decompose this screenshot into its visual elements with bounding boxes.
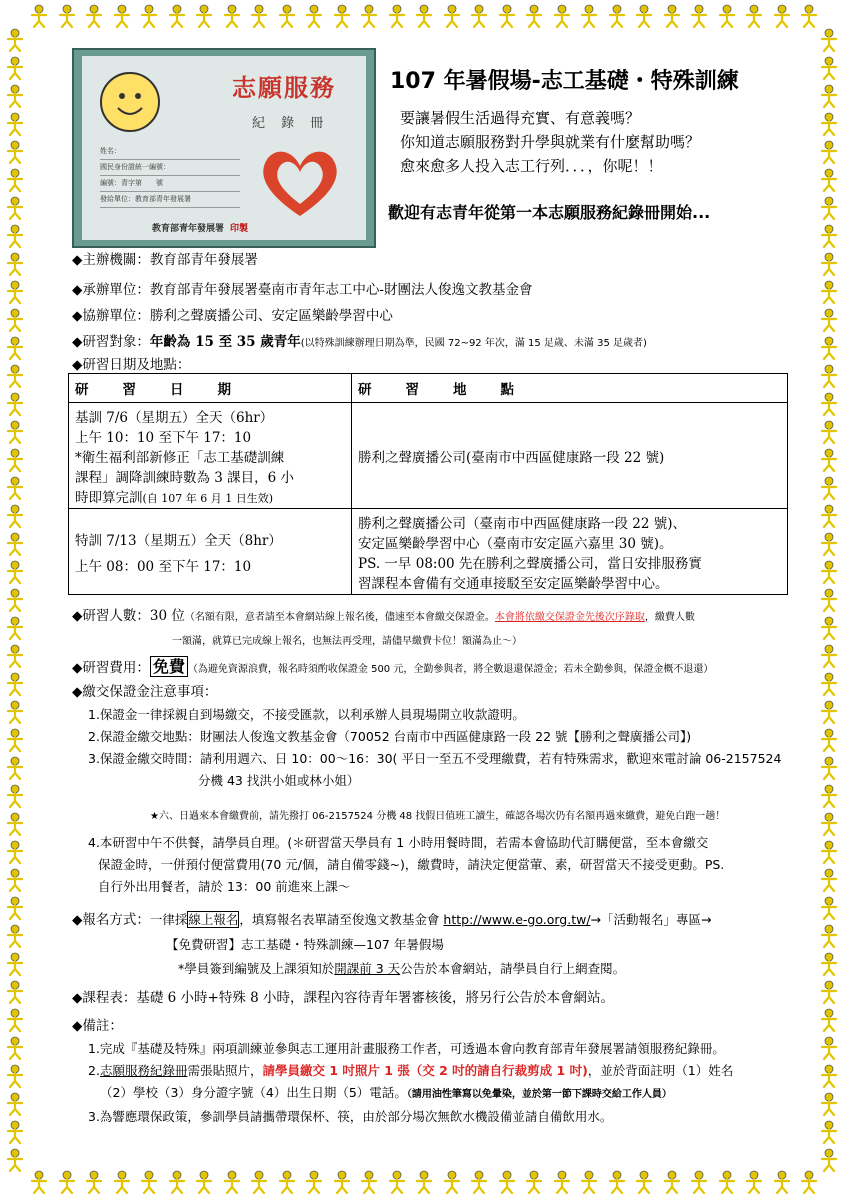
stick-figure-icon [818, 140, 840, 164]
stick-figure-icon [358, 1170, 380, 1194]
stick-figure-icon [743, 1170, 765, 1194]
stick-figure-icon [4, 84, 26, 108]
stick-figure-icon [193, 1170, 215, 1194]
stick-figure-icon [818, 756, 840, 780]
stick-figure-icon [358, 4, 380, 28]
stick-figure-icon [578, 4, 600, 28]
stick-figure-icon [818, 924, 840, 948]
stick-figure-icon [4, 784, 26, 808]
stick-figure-icon [166, 4, 188, 28]
stick-figure-icon [413, 4, 435, 28]
stick-figure-icon [818, 420, 840, 444]
stick-figure-icon [818, 896, 840, 920]
stick-figure-icon [4, 56, 26, 80]
stick-figure-icon [551, 4, 573, 28]
stick-figure-icon [818, 1036, 840, 1060]
stick-figure-icon [818, 392, 840, 416]
card-fields: 姓名： 國民身份證統一編號： 編號：青字第 號 發給單位：教育部青年發展署 [100, 144, 240, 208]
stick-figure-icon [4, 756, 26, 780]
register-line3: *學員簽到編號及上課須知於開課前 3 天公告於本會網站，請學員自行上網查閱。 [178, 961, 626, 976]
stick-figure-icon [818, 588, 840, 612]
stick-figure-icon [818, 224, 840, 248]
stick-figure-icon [248, 4, 270, 28]
left-border [4, 28, 30, 1172]
stick-figure-icon [4, 812, 26, 836]
stick-figure-icon [468, 4, 490, 28]
stick-figure-icon [771, 1170, 793, 1194]
card-title: 志願服務 [232, 73, 336, 102]
stick-figure-icon [4, 1036, 26, 1060]
stick-figure-icon [4, 1148, 26, 1172]
stick-figure-icon [818, 1120, 840, 1144]
stick-figure-icon [248, 1170, 270, 1194]
table-row [69, 509, 788, 595]
stick-figure-icon [688, 4, 710, 28]
card-footer: 教育部青年發展署 印製 [152, 224, 249, 234]
stick-figure-icon [4, 560, 26, 584]
stick-figure-icon [4, 420, 26, 444]
stick-figure-icon [716, 1170, 738, 1194]
stick-figure-icon [303, 4, 325, 28]
quota: ◆研習人數：30 位（名額有限，意者請至本會網站線上報名後，儘速至本會繳交保證金。本會將依繳交保證金先後次序錄取，繳費人數 [72, 608, 695, 624]
stick-figure-icon [818, 112, 840, 136]
stick-figure-icon [633, 4, 655, 28]
stick-figure-icon [818, 28, 840, 52]
stick-figure-icon [606, 1170, 628, 1194]
stick-figure-icon [818, 532, 840, 556]
deposit-item-4: 4.本研習中午不供餐，請學員自理。(＊研習當天學員有 1 小時用餐時間，若需本會協助代訂購便當，至本會繳交 保證金時，一併預付便當費用(70 元/個，請自備零錢~)，繳費時，請決定便當葷、素，研習當天不接受更動。PS. 自行外出用餐者，請於 13：00 前進來上課～ [88, 835, 725, 894]
stick-figure-icon [276, 4, 298, 28]
stick-figure-icon [4, 224, 26, 248]
stick-figure-icon [551, 1170, 573, 1194]
stick-figure-icon [386, 4, 408, 28]
course: ◆課程表：基礎 6 小時+特殊 8 小時，課程內容待青年署審核後，將另行公告於本會網站。 [72, 990, 615, 1006]
stick-figure-icon [4, 504, 26, 528]
stick-figure-icon [4, 896, 26, 920]
stick-figure-icon [771, 4, 793, 28]
stick-figure-icon [818, 448, 840, 472]
stick-figure-icon [83, 1170, 105, 1194]
stick-figure-icon [413, 1170, 435, 1194]
stick-figure-icon [818, 1092, 840, 1116]
card-subtitle: 紀 錄 冊 [252, 116, 330, 131]
stick-figure-icon [818, 476, 840, 500]
row1-place: 勝利之聲廣播公司(臺南市中西區健康路一段 22 號) [352, 403, 788, 509]
stick-figure-icon [633, 1170, 655, 1194]
stick-figure-icon [303, 1170, 325, 1194]
stick-figure-icon [56, 4, 78, 28]
stick-figure-icon [111, 4, 133, 28]
stick-figure-icon [818, 1008, 840, 1032]
heart-hands-icon [250, 136, 350, 226]
stick-figure-icon [4, 1120, 26, 1144]
stick-figure-icon [441, 1170, 463, 1194]
stick-figure-icon [4, 280, 26, 304]
record-book-image [72, 48, 376, 248]
stick-figure-icon [56, 1170, 78, 1194]
stick-figure-icon [4, 672, 26, 696]
stick-figure-icon [818, 560, 840, 584]
stick-figure-icon [818, 364, 840, 388]
stick-figure-icon [83, 4, 105, 28]
welcome-text: 歡迎有志青年從第一本志願服務紀錄冊開始... [388, 203, 711, 222]
stick-figure-icon [716, 4, 738, 28]
stick-figure-icon [4, 1064, 26, 1088]
top-border [28, 4, 820, 30]
stick-figure-icon [28, 4, 50, 28]
stick-figure-icon [331, 1170, 353, 1194]
stick-figure-icon [818, 868, 840, 892]
stick-figure-icon [818, 56, 840, 80]
stick-figure-icon [4, 728, 26, 752]
host: ◆承辦單位：教育部青年發展署臺南市青年志工中心-財團法人俊逸文教基金會 [72, 282, 533, 298]
stick-figure-icon [111, 1170, 133, 1194]
stick-figure-icon [818, 840, 840, 864]
stick-figure-icon [4, 112, 26, 136]
stick-figure-icon [523, 1170, 545, 1194]
stick-figure-icon [4, 868, 26, 892]
stick-figure-icon [818, 812, 840, 836]
stick-figure-icon [4, 700, 26, 724]
smiley-icon [100, 72, 160, 132]
right-border [818, 28, 844, 1172]
stick-figure-icon [4, 364, 26, 388]
quota-note: 一額滿，就算已完成線上報名，也無法再受理，請儘早繳費卡位！額滿為止～） [172, 636, 522, 647]
stick-figure-icon [818, 280, 840, 304]
stick-figure-icon [4, 140, 26, 164]
table-row [69, 403, 788, 509]
co-host: ◆協辦單位：勝利之聲廣播公司、安定區樂齡學習中心 [72, 308, 393, 324]
stick-figure-icon [4, 924, 26, 948]
stick-figure-icon [4, 1092, 26, 1116]
stick-figure-icon [818, 336, 840, 360]
table-header-date: 研習日期 [69, 374, 352, 403]
schedule-table [68, 373, 788, 595]
organizer: ◆主辦機關：教育部青年發展署 [72, 252, 258, 268]
stick-figure-icon [818, 672, 840, 696]
stick-figure-icon [4, 476, 26, 500]
stick-figure-icon [4, 588, 26, 612]
stick-figure-icon [818, 644, 840, 668]
stick-figure-icon [4, 392, 26, 416]
stick-figure-icon [276, 1170, 298, 1194]
stick-figure-icon [818, 728, 840, 752]
schedule-heading: ◆研習日期及地點： [72, 357, 191, 373]
stick-figure-icon [818, 252, 840, 276]
stick-figure-icon [166, 1170, 188, 1194]
stick-figure-icon [818, 1064, 840, 1088]
row2-place: 勝利之聲廣播公司（臺南市中西區健康路一段 22 號)、 安定區樂齡學習中心（臺南市安定區六嘉里 30 號)。 PS. 一早 08:00 先在勝利之聲廣播公司，當日安排服務實 習課程本會備有交通車接駁至安定區樂齡學習中心。 [352, 509, 788, 595]
stick-figure-icon [4, 252, 26, 276]
stick-figure-icon [221, 1170, 243, 1194]
stick-figure-icon [4, 616, 26, 640]
stick-figure-icon [386, 1170, 408, 1194]
stick-figure-icon [4, 448, 26, 472]
stick-figure-icon [4, 1008, 26, 1032]
stick-figure-icon [331, 4, 353, 28]
stick-figure-icon [441, 4, 463, 28]
intro-text: 要讓暑假生活過得充實、有意義嗎？ 你知道志願服務對升學與就業有什麼幫助嗎？ 愈來愈多人投入志工行列．．．，你呢！！ [400, 109, 701, 175]
register: ◆報名方式：一律採線上報名，填寫報名表單請至俊逸文教基金會 http://www.e-go.org.tw/→「活動報名」專區→ [72, 912, 712, 928]
stick-figure-icon [818, 952, 840, 976]
stick-figure-icon [818, 308, 840, 332]
stick-figure-icon [661, 4, 683, 28]
stick-figure-icon [28, 1170, 50, 1194]
stick-figure-icon [798, 4, 820, 28]
stick-figure-icon [496, 1170, 518, 1194]
remarks-heading: ◆備註： [72, 1018, 123, 1034]
stick-figure-icon [4, 196, 26, 220]
stick-figure-icon [4, 532, 26, 556]
stick-figure-icon [818, 616, 840, 640]
stick-figure-icon [138, 4, 160, 28]
page-title: 107 年暑假場-志工基礎・特殊訓練 [390, 69, 739, 94]
fee: ◆研習費用： 免費 （為避免資源浪費，報名時須酌收保證金 500 元，全勤參與者，將全數退還保證金；若未全勤參與，保證金概不退還） [72, 657, 714, 676]
stick-figure-icon [221, 4, 243, 28]
stick-figure-icon [523, 4, 545, 28]
stick-figure-icon [688, 1170, 710, 1194]
stick-figure-icon [818, 504, 840, 528]
stick-figure-icon [818, 784, 840, 808]
row1-date: 基訓 7/6（星期五）全天（6hr） 上午 10：10 至下午 17：10 *衛生福利部新修正「志工基礎訓練 課程」調降訓練時數為 3 課目，6 小 時即算完訓(自 107 年 6 月 1 日生效) [69, 403, 352, 509]
target: ◆研習對象：年齡為 15 至 35 歲青年(以特殊訓練辦理日期為準，民國 72~92 年次，滿 15 足歲、未滿 35 足歲者) [72, 334, 647, 350]
stick-figure-icon [818, 980, 840, 1004]
stick-figure-icon [4, 644, 26, 668]
stick-figure-icon [4, 980, 26, 1004]
stick-figure-icon [818, 168, 840, 192]
row2-date: 特訓 7/13（星期五）全天（8hr） 上午 08：00 至下午 17：10 [69, 509, 352, 595]
stick-figure-icon [468, 1170, 490, 1194]
deposit-heading: ◆繳交保證金注意事項： [72, 684, 218, 700]
stick-figure-icon [4, 168, 26, 192]
stick-figure-icon [138, 1170, 160, 1194]
register-line2: 【免費研習】志工基礎・特殊訓練—107 年暑假場 [166, 937, 444, 952]
stick-figure-icon [578, 1170, 600, 1194]
stick-figure-icon [496, 4, 518, 28]
stick-figure-icon [4, 336, 26, 360]
stick-figure-icon [818, 196, 840, 220]
remarks: 1.完成『基礎及特殊』兩項訓練並參與志工運用計畫服務工作者，可透過本會向教育部青年發展署請領服務紀錄冊。 2.志願服務紀錄冊需張貼照片，請學員繳交 1 吋照片 1 張（交 2 吋的請自行裁剪成 1 吋)，並於背面註明（1）姓名 （2）學校（3）身分證字號（4）出生日期（5）電話。（請用油性筆寫以免暈染，並於第一節下課時交給工作人員） 3.為響應環保政策，參訓學員請攜帶環保杯、筷，由於部分場次無飲水機設備並請自備飲用水。 [88, 1041, 734, 1124]
stick-figure-icon [798, 1170, 820, 1194]
table-header-place: 研習地點 [352, 374, 788, 403]
stick-figure-icon [4, 28, 26, 52]
stick-figure-icon [4, 952, 26, 976]
stick-figure-icon [606, 4, 628, 28]
stick-figure-icon [818, 1148, 840, 1172]
bottom-border [28, 1170, 820, 1196]
stick-figure-icon [743, 4, 765, 28]
stick-figure-icon [818, 700, 840, 724]
stick-figure-icon [818, 84, 840, 108]
stick-figure-icon [661, 1170, 683, 1194]
stick-figure-icon [193, 4, 215, 28]
stick-figure-icon [4, 840, 26, 864]
deposit-list: 1.保證金一律採親自到場繳交，不接受匯款，以利承辦人員現場開立收款證明。 2.保證金繳交地點：財團法人俊逸文教基金會（70052 台南市中西區健康路一段 22 號【勝利之聲廣播公司】) 3.保證金繳交時間：請利用週六、日 10：00～16：30( 平日一至五不受理繳費，若有特殊需求，歡迎來電討論 06-2157524 分機 43 找洪小姐或林小姐） [88, 707, 782, 788]
register-link[interactable]: http://www.e-go.org.tw/ [443, 912, 591, 927]
stick-figure-icon [4, 308, 26, 332]
deposit-star-note: ★六、日過來本會繳費前，請先撥打 06-2157524 分機 48 找假日值班工讀生，確認各場次仍有名額再過來繳費，避免白跑一趟！ [150, 811, 726, 822]
